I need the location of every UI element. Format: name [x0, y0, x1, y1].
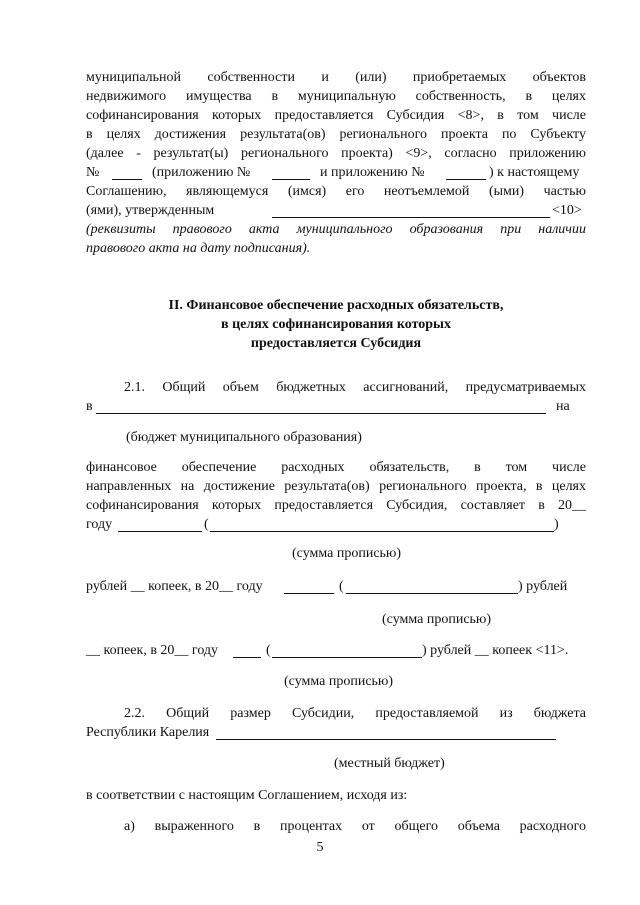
number-sign: № [86, 165, 100, 180]
text-line: недвижимого имущества в муниципальную собственность, в целях [86, 89, 586, 104]
text-line: направленных на достижение результата(ов) регионального проекта, в целях [86, 479, 586, 494]
text-fragment: и приложению № [320, 165, 425, 180]
text-fragment: рублей __ копеек, в 20__ году [86, 579, 263, 594]
text-line: финансовое обеспечение расходных обязательств, в том числе [86, 460, 586, 475]
caption: (сумма прописью) [284, 674, 394, 689]
text-fragment: __ копеек, в 20__ году [86, 643, 219, 658]
blank-field[interactable] [272, 643, 422, 658]
blank-field[interactable] [118, 517, 202, 532]
text-fragment: ( [266, 643, 271, 658]
kopeks-line [86, 641, 586, 660]
text-fragment: на [556, 399, 570, 414]
text-line: Соглашению, являющемуся (имся) его неотъемлемой (ыми) частью [86, 184, 586, 199]
text-fragment: году [86, 517, 113, 532]
text-fragment: Республики Карелия [86, 725, 210, 740]
text-line: 2.2. Общий размер Субсидии, предоставляемой из бюджета [124, 706, 586, 721]
heading-line: II. Финансовое обеспечение расходных обязательств, [168, 298, 504, 313]
clause-2-1-body [86, 458, 586, 534]
text-line: в целях достижения результата(ов) регионального проекта по Субъекту [86, 127, 586, 142]
clause-2-1-line1 [124, 378, 586, 397]
text-fragment: ) [554, 517, 559, 532]
blank-field[interactable] [112, 165, 142, 180]
text-fragment: (ями), утвержденным [86, 203, 215, 218]
clause-2-2-line1 [124, 704, 586, 723]
text-fragment: ( [204, 517, 209, 532]
caption: (сумма прописью) [292, 546, 402, 561]
footnote-ref: <10> [552, 203, 582, 218]
approved-by-line [86, 201, 586, 220]
text-line: муниципальной собственности и (или) приобретаемых объектов [86, 70, 586, 85]
text-line: (далее - результат(ы) регионального проекта) <9>, согласно приложению [86, 146, 586, 161]
text-line: а) выраженного в процентах от общего объема расходного [124, 819, 586, 834]
text-fragment: ) к настоящему [489, 165, 580, 180]
blank-field[interactable] [216, 725, 556, 740]
italic-line: правового акта на дату подписания). [86, 241, 311, 256]
blank-field[interactable] [346, 579, 518, 594]
paragraph-subsidy-purpose [86, 68, 586, 258]
heading-line: предоставляется Субсидия [250, 336, 422, 351]
text-line: 2.1. Общий объем бюджетных ассигнований, предусматриваемых [124, 380, 586, 395]
blank-field[interactable] [446, 165, 486, 180]
text-line: софинансирования которых предоставляется Субсидия <8>, в том числе [86, 108, 586, 123]
clause-2-2-item-a [124, 817, 586, 836]
republic-line [86, 723, 586, 742]
amount-line [86, 515, 586, 534]
caption: (местный бюджет) [334, 756, 445, 771]
blank-field[interactable] [272, 165, 310, 180]
text-fragment: (приложению № [152, 165, 251, 180]
heading-line: в целях софинансирования которых [221, 317, 451, 332]
blank-field[interactable] [210, 517, 554, 532]
text-fragment: ) рублей [518, 579, 568, 594]
italic-line: (реквизиты правового акта муниципального образования при наличии [86, 222, 586, 237]
section-heading [86, 296, 586, 353]
budget-line [86, 397, 586, 416]
caption: (сумма прописью) [382, 612, 492, 627]
appendix-line [86, 163, 586, 182]
blank-field[interactable] [233, 643, 261, 658]
text-fragment: в [86, 399, 93, 414]
page-number: 5 [316, 840, 324, 855]
text-line: софинансирования которых предоставляется Субсидия, составляет в 20__ [86, 498, 586, 513]
text-fragment: ) рублей __ копеек <11>. [422, 643, 569, 658]
blank-field[interactable] [272, 203, 550, 218]
clause-2-2-body [86, 786, 586, 805]
blank-field[interactable] [96, 399, 546, 414]
text-line: в соответствии с настоящим Соглашением, исходя из: [86, 788, 408, 803]
blank-field[interactable] [284, 579, 334, 594]
caption: (бюджет муниципального образования) [126, 430, 362, 445]
text-fragment: ( [339, 579, 344, 594]
rubles-line [86, 577, 586, 596]
